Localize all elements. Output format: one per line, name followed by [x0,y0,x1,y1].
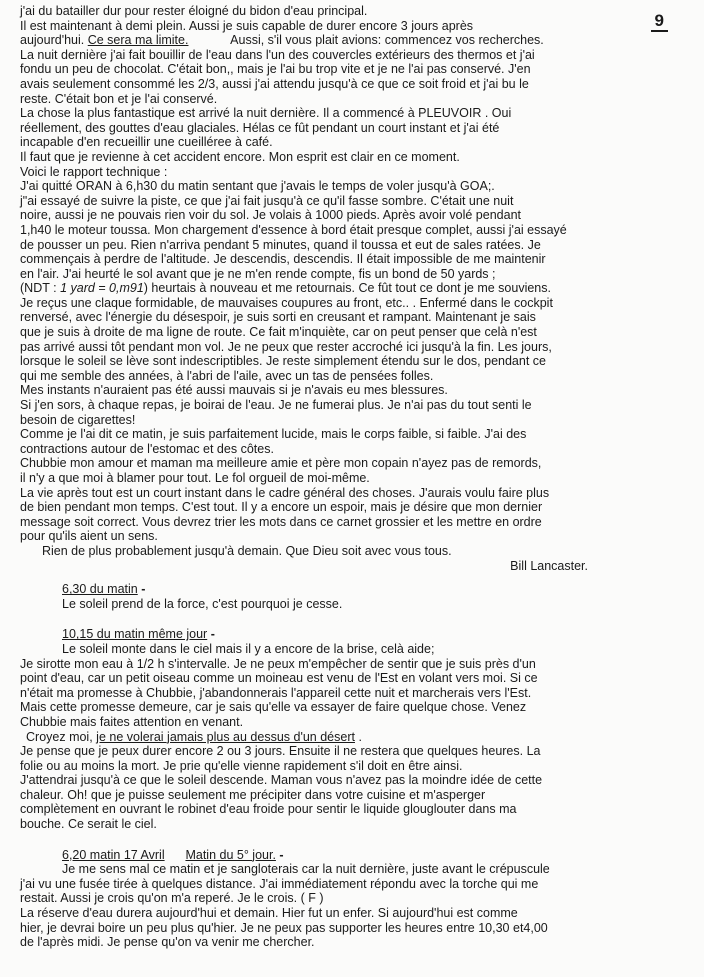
text-line: reste. C'était bon et je l'ai conservé. [20,91,218,106]
text-line: Je pense que je peux durer encore 2 ou 3 jours. Ensuite il ne restera que quelques heures. La [20,744,541,759]
text-line: Rien de plus probablement jusqu'à demain. Que Dieu soit avec vous tous. [42,543,452,558]
spacer [20,832,682,848]
text-line: chaleur. Oh! que je puisse seulement me précipiter dans votre cuisine et m'asperger [20,787,486,802]
diary-entry-main [20,4,682,573]
entry-date: 6,20 matin 17 Avril [62,847,165,862]
text-line: pour qu'ils aient un sens. [20,529,158,544]
text-line: bouche. Ce serait le ciel. [20,817,157,832]
text-line: besoin de cigarettes! [20,412,136,427]
text-line: commençais à perdre de l'altitude. Je descendis, descendis. Il était impossible de me maintenir [20,252,546,267]
text-line: La chose la plus fantastique est arrivé la nuit dernière. Il a commencé à PLEUVOIR . Oui [20,106,512,121]
text-line: de pousser un peu. Rien n'arriva pendant 5 minutes, quand il toussa et eut de sales ratées. Je [20,237,541,252]
text-line: Il est maintenant à demi plein. Aussi je suis capable de durer encore 3 jours après [20,18,474,33]
underlined-phrase: je ne volerai jamais plus au dessus d'un désert [96,729,355,744]
text-line: que je suis à droite de ma ligne de route. Ce fait m'inquiète, car on peut penser que celà n'est [20,325,537,340]
text-line: 1,h40 le moteur toussa. Mon chargement d'essence à bord était presque complet, aussi j'ai essayé [20,222,567,237]
text-line: point d'eau, car un petit oiseau comme un moineau est venu de l'Est en volant vers moi. Si ce [20,671,538,686]
entry-time: 6,30 du matin [62,582,138,597]
text-fragment: . [354,729,362,744]
text-line: Chubbie mais faites attention en venant. [20,714,244,729]
text-line: renversé, avec l'énergie du désespoir, je suis sorti en creusant et rampant. Maintenant je sais [20,310,536,325]
text-line: lorsque le soleil se lève sont indescriptibles. Je reste simplement étendu sur le dos, pendant ce [20,354,546,369]
text-line: réellement, des gouttes d'eau glaciales. Hélas ce fût pendant un court instant et j'ai été [20,120,500,135]
text-line: il n'y a que moi à blamer pour tout. Le fol orgueil de moi-même. [20,471,370,485]
text-line: folie ou au moins la mort. Je prie qu'elle vienne rapidement s'il doit en être ainsi. [20,758,463,773]
text-line: Comme je l'ai dit ce matin, je suis parfaitement lucide, mais le corps faible, si faible. J'ai des [20,427,527,442]
diary-entry-6-30 [20,582,682,611]
entry-heading [20,627,682,642]
text-fragment: aujourd'hui. [20,33,85,48]
entry-time: 10,15 du matin même jour [62,627,208,642]
text-line: incapable d'en recueillir une cueilléree à café. [20,135,273,150]
translator-note-label: (NDT : [20,281,57,296]
text-line: Je me sens mal ce matin et je sangloterais car la nuit dernière, juste avant le crépuscule [62,862,550,877]
diary-entry-10-15 [20,627,682,831]
text-fragment: Aussi, s'il vous plait avions: commencez vos recherches. [230,33,544,48]
text-line: J'ai quitté ORAN à 6,h30 du matin sentant que j'avais le temps de voler jusqu'à GOA;. [20,179,495,194]
text-line: noire, aussi je ne pouvais rien voir du sol. Je volais à 1000 pieds. Après avoir volé pendant [20,208,521,223]
text-line: Voici le rapport technique : [20,164,168,179]
text-line: pas arrivé aussi tôt pendant mon vol. Je ne peux que rester accroché ici jusqu'à la fin. Les jours, [20,339,552,354]
text-fragment: ) heurtais à nouveau et me retournais. Ce fût tout ce dont je me souviens. [143,281,551,296]
text-line: Le soleil prend de la force, c'est pourquoi je cesse. [62,596,343,611]
text-line: Je sirotte mon eau à 1/2 h s'intervalle. Je ne peux m'empêcher de sentir que je suis près d'un [20,656,536,671]
spacer [20,611,682,627]
text-line: qui me semble des années, à l'abri de l'aile, avec un tas de pensées folles. [20,368,434,383]
text-line: hier, je devrai boire un peu plus qu'hier. Je ne peux pas supporter les heures entre 10,30 et4,00 [20,920,548,935]
text-line: contractions autour de l'estomac et des côtes. [20,441,274,456]
text-line: n'était ma promesse à Chubbie, j'abandonnerais l'appareil cette nuit et marcherais vers l'Est. [20,685,532,700]
text-line: La nuit dernière j'ai fait bouillir de l'eau dans l'un des couvercles extérieurs des thermos et j'ai [20,47,535,62]
entry-heading [20,848,682,863]
text-line: en l'air. J'ai heurté le sol avant que je ne m'en rende compte, fis un bond de 50 yards ; [20,266,496,281]
text-line: j'ai du batailler dur pour rester éloigné du bidon d'eau principal. [20,4,368,18]
entry-heading [20,582,682,597]
text-line: Je reçus une claque formidable, de mauvaises coupures au front, etc.. . Enfermé dans le cockpit [20,295,553,310]
entry-day: Matin du 5° jour. [185,847,276,862]
heading-dash: - [137,582,146,597]
text-line: Si j'en sors, à chaque repas, je boirai de l'eau. Je ne fumerai plus. Je n'ai pas du tout senti le [20,398,532,413]
text-line: Mes instants n'auraient pas été aussi mauvais si je n'avais eu mes blessures. [20,383,448,398]
text-line: j'ai vu une fusée tirée à quelques distance. J'ai immédiatement répondu avec la torche qui me [20,876,539,891]
text-line: j"ai essayé de suivre la piste, ce que j'ai fait jusqu'à ce qu'il fasse sombre. C'était une nuit [20,193,514,208]
text-line [20,730,682,745]
diary-entry-6-20 [20,848,682,950]
text-line: de l'après midi. Je pense qu'on va venir me chercher. [20,935,315,950]
spacer [20,573,682,582]
text-line [20,33,682,48]
text-line: avais seulement consommé les 2/3, aussi j'ai attendu jusqu'à ce que ce soit froid et j'ai bu le [20,76,529,91]
text-line: message soit correct. Vous devrez trier les mots dans ce carnet grossier et les mettre en ordre [20,514,542,529]
text-line: Il faut que je revienne à cet accident encore. Mon esprit est clair en ce moment. [20,149,460,164]
heading-dash: - [275,847,284,862]
text-line: fondu un peu de chocolat. C'était bon,, mais je l'ai bu trop vite et je ne l'ai pas conservé. J'en [20,62,531,77]
text-line: restait. Aussi je crois qu'on m'a reperé. Je le crois. ( F ) [20,891,324,906]
signature: Bill Lancaster. [510,558,588,573]
text-fragment: Croyez moi, [26,729,93,744]
text-line [20,281,682,296]
text-line: complètement en ouvrant le robinet d'eau froide pour sentir le liquide glouglouter dans ma [20,802,517,817]
text-line: Chubbie mon amour et maman ma meilleure amie et père mon copain n'ayez pas de remords, [20,456,542,471]
text-line: de bien pendant mon temps. C'est tout. Il y a encore un espoir, mais je désire que mon dernier [20,500,543,515]
text-line: La vie après tout est un court instant dans le cadre général des choses. J'aurais voulu faire plus [20,485,550,500]
page-number: 9 [651,14,668,32]
text-line: Mais cette promesse demeure, car je sais qu'elle va essayer de faire quelque chose. Venez [20,700,527,715]
text-line: J'attendrai jusqu'à ce que le soleil descende. Maman vous n'avez pas la moindre idée de cette [20,773,543,788]
heading-dash: - [207,627,215,642]
text-line: Le soleil monte dans le ciel mais il y a encore de la brise, celà aide; [62,641,435,656]
underlined-phrase: Ce sera ma limite. [87,33,189,48]
text-line: La réserve d'eau durera aujourd'hui et demain. Hier fut un enfer. Si aujourd'hui est comme [20,906,518,921]
translator-note: 1 yard = 0,m91 [60,281,144,296]
